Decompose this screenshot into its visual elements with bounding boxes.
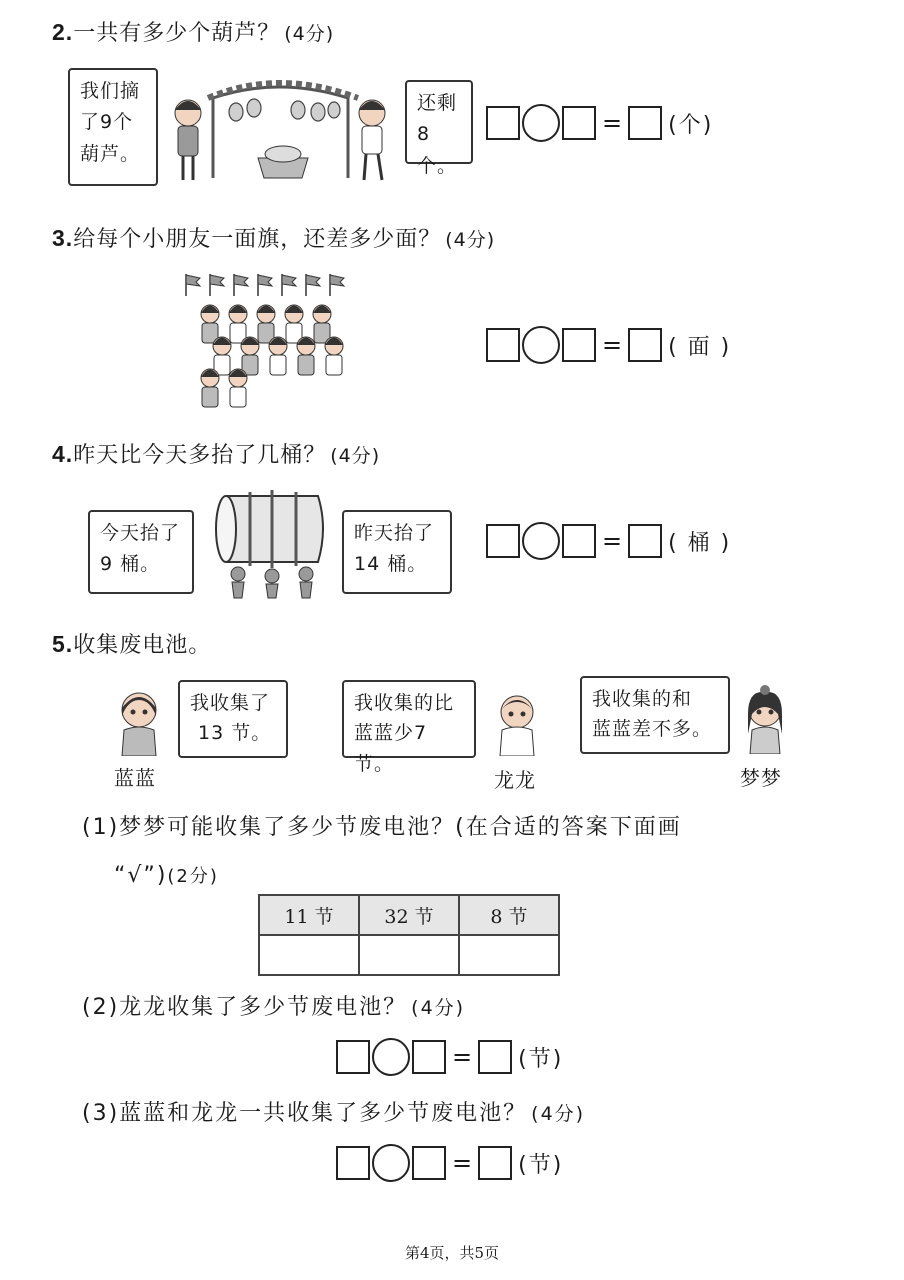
child-figure bbox=[229, 305, 247, 343]
child-figure bbox=[229, 369, 247, 407]
answer-box[interactable] bbox=[336, 1040, 370, 1074]
barrel-illustration bbox=[212, 486, 332, 600]
option-11: 11 节 bbox=[259, 895, 359, 935]
check-cell-32[interactable] bbox=[359, 935, 459, 975]
flag-icon bbox=[234, 274, 248, 296]
name-longlong: 龙龙 bbox=[494, 768, 536, 792]
q4-bubble-left: 今天抬了 9 桶。 bbox=[88, 510, 194, 594]
child-figure bbox=[297, 337, 315, 375]
q3-unit: ( 面 ) bbox=[668, 334, 732, 360]
flag-icon bbox=[186, 274, 200, 296]
answer-box[interactable] bbox=[486, 106, 520, 140]
q5-sub2-unit: (节) bbox=[518, 1046, 564, 1072]
lanlan-avatar bbox=[114, 686, 164, 756]
q5-sub1-line1: (1)梦梦可能收集了多少节废电池？(在合适的答案下面画 bbox=[82, 815, 682, 840]
answer-box[interactable] bbox=[628, 106, 662, 140]
answer-box[interactable] bbox=[562, 524, 596, 558]
child-figure bbox=[213, 337, 231, 375]
answer-box[interactable] bbox=[628, 524, 662, 558]
answer-box[interactable] bbox=[628, 328, 662, 362]
child-figure bbox=[269, 337, 287, 375]
q4-unit: ( 桶 ) bbox=[668, 530, 732, 556]
operator-circle[interactable] bbox=[522, 522, 560, 560]
child-figure bbox=[325, 337, 343, 375]
name-mengmeng: 梦梦 bbox=[740, 766, 782, 790]
q5-sub2-equation: = (节) bbox=[336, 1038, 563, 1076]
answer-box[interactable] bbox=[336, 1146, 370, 1180]
longlong-avatar bbox=[492, 690, 542, 756]
flag-icon bbox=[306, 274, 320, 296]
operator-circle[interactable] bbox=[372, 1144, 410, 1182]
options-table bbox=[258, 894, 560, 976]
answer-box[interactable] bbox=[486, 328, 520, 362]
bubble-lanlan: 我收集了 13 节。 bbox=[178, 680, 288, 758]
operator-circle[interactable] bbox=[522, 104, 560, 142]
q5-sub2: (2)龙龙收集了多少节废电池？ (4分) bbox=[82, 995, 466, 1020]
name-lanlan: 蓝蓝 bbox=[114, 766, 156, 790]
q3-equation: = ( 面 ) bbox=[486, 326, 731, 364]
q4-equation: = ( 桶 ) bbox=[486, 522, 731, 560]
q5-sub3-unit: (节) bbox=[518, 1152, 564, 1178]
gourd-harvest-illustration bbox=[158, 68, 408, 186]
answer-box[interactable] bbox=[486, 524, 520, 558]
child-figure bbox=[201, 305, 219, 343]
q5-sub3-equation: = (节) bbox=[336, 1144, 563, 1182]
child-figure bbox=[257, 305, 275, 343]
option-8: 8 节 bbox=[459, 895, 559, 935]
flag-icon bbox=[330, 274, 344, 296]
q3-title: 3.给每个小朋友一面旗，还差多少面？ (4分) bbox=[52, 225, 496, 252]
q4-title: 4.昨天比今天多抬了几桶？ (4分) bbox=[52, 441, 381, 468]
check-cell-11[interactable] bbox=[259, 935, 359, 975]
answer-box[interactable] bbox=[562, 106, 596, 140]
child-figure bbox=[285, 305, 303, 343]
child-figure bbox=[241, 337, 259, 375]
answer-box[interactable] bbox=[412, 1146, 446, 1180]
flag-icon bbox=[210, 274, 224, 296]
answer-box[interactable] bbox=[478, 1146, 512, 1180]
q5-sub1-line2: “√”)(2分) bbox=[114, 863, 219, 888]
q2-bubble-left: 我们摘 了9个 葫芦。 bbox=[68, 68, 158, 186]
q2-title: 2.一共有多少个葫芦？ (4分) bbox=[52, 19, 335, 46]
flag-icon bbox=[258, 274, 272, 296]
q2-unit: (个) bbox=[668, 112, 714, 138]
flags-and-children-illustration bbox=[182, 272, 362, 420]
q2-bubble-right: 还剩 8个。 bbox=[405, 80, 473, 164]
option-32: 32 节 bbox=[359, 895, 459, 935]
q5-title: 5.收集废电池。 bbox=[52, 631, 212, 658]
child-figure bbox=[201, 369, 219, 407]
operator-circle[interactable] bbox=[522, 326, 560, 364]
q4-bubble-right: 昨天抬了 14 桶。 bbox=[342, 510, 452, 594]
answer-box[interactable] bbox=[478, 1040, 512, 1074]
flag-icon bbox=[282, 274, 296, 296]
answer-box[interactable] bbox=[412, 1040, 446, 1074]
q5-sub3: (3)蓝蓝和龙龙一共收集了多少节废电池？ (4分) bbox=[82, 1101, 586, 1126]
check-cell-8[interactable] bbox=[459, 935, 559, 975]
q2-equation: = (个) bbox=[486, 104, 713, 142]
page-footer: 第4页，共5页 bbox=[404, 1244, 500, 1262]
operator-circle[interactable] bbox=[372, 1038, 410, 1076]
child-figure bbox=[313, 305, 331, 343]
bubble-longlong: 我收集的比 蓝蓝少7节。 bbox=[342, 680, 476, 758]
answer-box[interactable] bbox=[562, 328, 596, 362]
mengmeng-avatar bbox=[740, 684, 790, 754]
bubble-mengmeng: 我收集的和 蓝蓝差不多。 bbox=[580, 676, 730, 754]
